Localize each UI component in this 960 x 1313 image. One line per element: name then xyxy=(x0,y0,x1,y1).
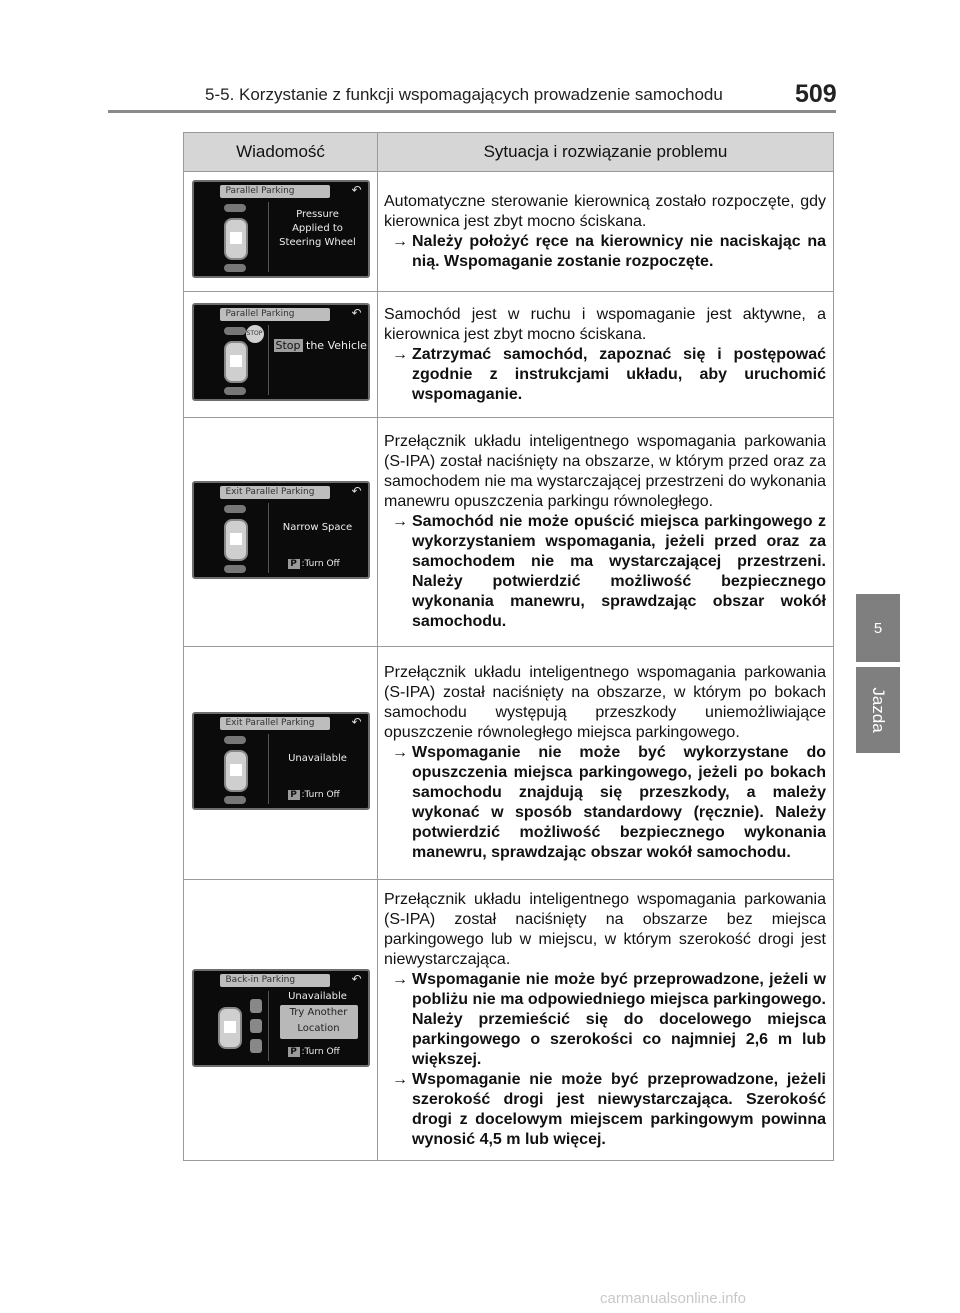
display-screenshot xyxy=(192,712,370,810)
back-arrow-icon: ↶ xyxy=(351,183,362,197)
parking-switch-icon: P xyxy=(288,790,300,800)
vehicle-panel xyxy=(202,991,269,1061)
chapter-tab-label-text: Jazda xyxy=(869,687,888,733)
screen-message-line: Steering Wheel xyxy=(279,237,356,248)
arrow-right-icon: → xyxy=(392,744,408,761)
screen-message-line: Pressure xyxy=(296,209,339,220)
obstacle-icon xyxy=(224,327,246,335)
parking-slot-icon xyxy=(250,1019,262,1033)
solution-item xyxy=(384,970,826,1070)
screen-message xyxy=(274,521,362,535)
message-cell xyxy=(184,418,378,647)
display-screenshot xyxy=(192,481,370,579)
screen-message-rest: the Vehicle xyxy=(306,339,367,352)
situation-description: Przełącznik układu inteligentnego wspomagania parkowania (S-IPA) został naciśnięty na obszarze, w którym po bokach samochodu występują przeszkody uniemożliwiające opuszczenie równoległego miejsca parkingowego. xyxy=(384,664,826,741)
screen-highlight: Stop xyxy=(275,339,301,352)
watermark: carmanualsonline.info xyxy=(600,1290,746,1307)
solution-text: Samochód nie może opuścić miejsca parkingowego z wykorzystaniem wspomagania, jeżeli przed oraz za samochodem nie ma wystarczającej przestrzeni. Należy potwierdzić możliwość bezpiecznego wykonania manewru, sprawdzając obszar wokół samochodu. xyxy=(412,513,826,630)
screen-message xyxy=(274,752,362,766)
column-header-situation: Sytuacja i rozwiązanie problemu xyxy=(378,133,834,172)
situation-description: Automatyczne sterowanie kierownicą zostało rozpoczęte, gdy kierownica jest zbyt mocno ściskana. xyxy=(384,192,826,230)
message-cell xyxy=(184,172,378,292)
stop-sign-icon: STOP xyxy=(246,325,264,343)
back-arrow-icon: ↶ xyxy=(351,714,362,729)
back-arrow-icon: ↶ xyxy=(351,306,362,320)
arrow-right-icon: → xyxy=(392,513,408,530)
situation-cell xyxy=(378,172,834,292)
car-icon xyxy=(224,519,248,561)
try-another-location-button xyxy=(280,1005,358,1039)
table-row xyxy=(184,172,834,292)
message-cell xyxy=(184,880,378,1161)
turn-off-hint xyxy=(288,1047,340,1057)
obstacle-icon xyxy=(224,736,246,744)
situation-cell xyxy=(378,418,834,647)
display-screenshot xyxy=(192,969,370,1067)
vehicle-panel xyxy=(202,734,269,804)
arrow-right-icon: → xyxy=(392,232,408,250)
table-header-row xyxy=(184,133,834,172)
turn-off-hint xyxy=(288,559,340,569)
solution-text: Wspomaganie nie może być przeprowadzone, jeżeli szerokość drogi jest niewystarczająca. Szerokość drogi z docelowym miejscem parkingowym powinna wynosić 4,5 m lub więcej. xyxy=(412,1071,826,1148)
turn-off-text: :Turn Off xyxy=(301,558,340,569)
chapter-tab-label xyxy=(856,667,900,753)
display-screenshot xyxy=(192,303,370,401)
screen-message xyxy=(274,208,362,250)
obstacle-icon xyxy=(224,505,246,513)
solution-item xyxy=(384,512,826,632)
situation-description: Samochód jest w ruchu i wspomaganie jest aktywne, a kierownica jest zbyt mocno ściskana. xyxy=(384,305,826,343)
screen-message xyxy=(274,339,367,352)
screen-message-line: Unavailable xyxy=(288,752,347,764)
back-arrow-icon: ↶ xyxy=(351,483,362,498)
screen-title: Parallel Parking xyxy=(220,185,330,198)
situation-description: Przełącznik układu inteligentnego wspomagania parkowania (S-IPA) został naciśnięty na obszarze, w którym przed oraz za samochodem nie ma wystarczającej przestrzeni do wykonania manewru opuszczenia parkingu równoległego. xyxy=(384,433,826,510)
parking-slot-icon xyxy=(250,1039,262,1053)
screen-message: Unavailable xyxy=(288,990,347,1002)
table-row xyxy=(184,292,834,418)
solution-item xyxy=(384,232,826,272)
car-icon xyxy=(224,341,248,383)
table-row xyxy=(184,418,834,647)
message-cell xyxy=(184,647,378,880)
message-cell xyxy=(184,292,378,418)
situation-cell xyxy=(378,647,834,880)
turn-off-text: :Turn Off xyxy=(301,789,340,800)
obstacle-icon xyxy=(224,796,246,804)
turn-off-hint xyxy=(288,790,340,800)
button-line: Location xyxy=(297,1022,340,1034)
situation-cell xyxy=(378,292,834,418)
screen-title: Parallel Parking xyxy=(220,308,330,321)
solution-text: Wspomaganie nie może być wykorzystane do opuszczenia miejsca parkingowego, jeżeli po bokach samochodu znajdują się przeszkody, a mależy wykonać w sposób standardowy (ręcznie). Należy potwierdzić możliwość bezpiecznego wykonania manewru, sprawdzając obszar wokół samochodu. xyxy=(412,744,826,861)
car-icon xyxy=(218,1007,242,1049)
messages-table xyxy=(183,132,834,1161)
obstacle-icon xyxy=(224,264,246,272)
obstacle-icon xyxy=(224,565,246,573)
vehicle-panel xyxy=(202,503,269,573)
car-icon xyxy=(224,218,248,260)
section-title: 5-5. Korzystanie z funkcji wspomagających prowadzenie samochodu xyxy=(205,85,723,104)
chapter-tab-number: 5 xyxy=(856,594,900,662)
car-icon xyxy=(224,750,248,792)
parking-switch-icon: P xyxy=(288,559,300,569)
parking-slot-icon xyxy=(250,999,262,1013)
situation-cell xyxy=(378,880,834,1161)
arrow-right-icon: → xyxy=(392,971,408,988)
screen-title: Back-in Parking xyxy=(220,974,330,987)
solution-item xyxy=(384,345,826,405)
solution-text: Należy położyć ręce na kierownicy nie naciskając na nią. Wspomaganie zostanie rozpoczęte. xyxy=(412,232,826,270)
button-line: Try Another xyxy=(289,1006,348,1018)
table-row xyxy=(184,880,834,1161)
obstacle-icon xyxy=(224,387,246,395)
header-divider xyxy=(108,110,836,113)
column-header-message: Wiadomość xyxy=(184,133,378,172)
solution-text: Wspomaganie nie może być przeprowadzone, jeżeli w pobliżu nie ma odpowiedniego miejsca parkingowego. Należy przemieścić się do docelowego miejsca parkingowego o szerokości co najmniej 2,6 m lub większej. xyxy=(412,971,826,1068)
screen-title: Exit Parallel Parking xyxy=(220,717,330,730)
table-row xyxy=(184,647,834,880)
screen-message-line: Applied to xyxy=(292,223,343,234)
turn-off-text: :Turn Off xyxy=(301,1046,340,1057)
arrow-right-icon: → xyxy=(392,345,408,363)
back-arrow-icon: ↶ xyxy=(351,971,362,986)
screen-message-line: Narrow Space xyxy=(282,521,353,533)
situation-description: Przełącznik układu inteligentnego wspomagania parkowania (S-IPA) został naciśnięty na obszarze bez miejsca parkingowego lub w miejscu, w którym szerokość drogi jest niewystarczająca. xyxy=(384,891,826,968)
solution-item xyxy=(384,743,826,863)
page-number: 509 xyxy=(795,80,837,108)
obstacle-icon xyxy=(224,204,246,212)
arrow-right-icon: → xyxy=(392,1071,408,1088)
solution-text: Zatrzymać samochód, zapoznać się i postępować zgodnie z instrukcjami układu, aby uruchomić wspomaganie. xyxy=(412,345,826,403)
screen-title: Exit Parallel Parking xyxy=(220,486,330,499)
display-screenshot xyxy=(192,180,370,278)
parking-switch-icon: P xyxy=(288,1047,300,1057)
solution-item xyxy=(384,1070,826,1150)
vehicle-panel xyxy=(202,202,269,272)
